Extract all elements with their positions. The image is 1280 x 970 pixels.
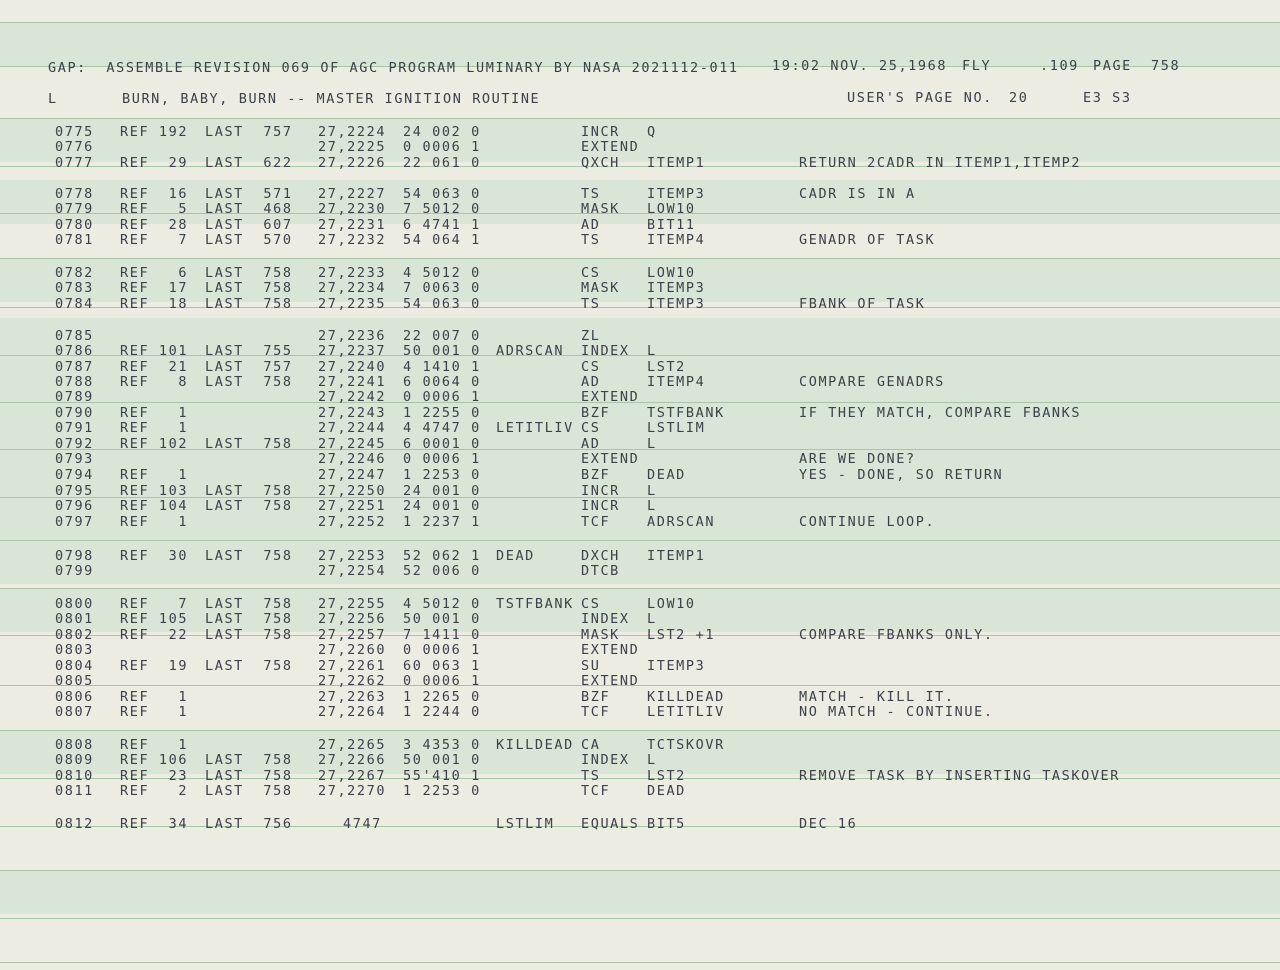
line-number: 0775 [55,124,94,140]
opcode: EXTEND [581,451,640,467]
ref-count: REF 1 [120,689,189,705]
ref-count: REF 34 [120,816,189,832]
address: 27,2235 [318,296,387,312]
last-ref: LAST 570 [205,232,293,248]
opcode: EQUALS [581,816,640,832]
address: 27,2227 [318,186,387,202]
last-ref: LAST 758 [205,611,293,627]
address: 27,2254 [318,563,387,579]
opcode: ZL [581,328,601,344]
comment: IF THEY MATCH, COMPARE FBANKS [799,405,1082,421]
octal-word: 3 4353 0 [403,737,481,753]
address: 27,2236 [318,328,387,344]
ref-count: REF 1 [120,405,189,421]
last-ref: LAST 758 [205,627,293,643]
operand: BIT11 [647,217,696,233]
assembly-header: GAP: ASSEMBLE REVISION 069 OF AGC PROGRAM LUMINARY BY NASA 2021112-011 [48,60,739,76]
ref-count: REF 192 [120,124,189,140]
ref-count: REF 1 [120,420,189,436]
octal-word: 7 5012 0 [403,201,481,217]
line-number: 0808 [55,737,94,753]
symbol-label: KILLDEAD [496,737,574,753]
address: 27,2263 [318,689,387,705]
address: 4747 [343,816,382,832]
ref-count: REF 28 [120,217,189,233]
octal-word: 54 064 1 [403,232,481,248]
opcode: DTCB [581,563,620,579]
line-number: 0778 [55,186,94,202]
opcode: INCR [581,483,620,499]
ref-count: REF 8 [120,374,189,390]
line-number: 0797 [55,514,94,530]
operand: LST2 +1 [647,627,716,643]
octal-word: 50 001 0 [403,752,481,768]
comment: ARE WE DONE? [799,451,916,467]
octal-word: 0 0006 1 [403,389,481,405]
opcode: EXTEND [581,642,640,658]
assembly-mode: FLY [962,58,992,74]
octal-word: 1 2265 0 [403,689,481,705]
address: 27,2240 [318,359,387,375]
ref-count: REF 6 [120,265,189,281]
line-number: 0787 [55,359,94,375]
octal-word: 1 2237 1 [403,514,481,530]
last-ref: LAST 758 [205,596,293,612]
ref-count: REF 103 [120,483,189,499]
line-number: 0780 [55,217,94,233]
address: 27,2231 [318,217,387,233]
operand: L [647,752,657,768]
octal-word: 0 0006 1 [403,139,481,155]
symbol-label: ADRSCAN [496,343,565,359]
opcode: CA [581,737,601,753]
paper-rule [0,588,1280,589]
operand: ITEMP4 [647,232,706,248]
opcode: EXTEND [581,673,640,689]
paper-rule [0,870,1280,871]
octal-word: 1 2244 0 [403,704,481,720]
line-number: 0782 [55,265,94,281]
line-number: 0789 [55,389,94,405]
opcode: MASK [581,280,620,296]
line-number: 0786 [55,343,94,359]
line-number: 0790 [55,405,94,421]
last-ref: LAST 758 [205,436,293,452]
comment: REMOVE TASK BY INSERTING TASKOVER [799,768,1121,784]
header-marker: L [48,91,58,107]
line-number: 0781 [55,232,94,248]
octal-word: 24 002 0 [403,124,481,140]
line-number: 0811 [55,783,94,799]
comment: COMPARE FBANKS ONLY. [799,627,994,643]
ref-count: REF 101 [120,343,189,359]
line-number: 0803 [55,642,94,658]
last-ref: LAST 758 [205,658,293,674]
operand: LSTLIM [647,420,706,436]
greenbar-band [0,118,1280,162]
address: 27,2257 [318,627,387,643]
octal-word: 54 063 0 [403,296,481,312]
ref-count: REF 17 [120,280,189,296]
ref-count: REF 19 [120,658,189,674]
line-number: 0806 [55,689,94,705]
line-number: 0785 [55,328,94,344]
page-label: PAGE [1093,58,1132,74]
symbol-label: DEAD [496,548,535,564]
last-ref: LAST 758 [205,374,293,390]
opcode: TS [581,232,601,248]
last-ref: LAST 758 [205,265,293,281]
operand: L [647,483,657,499]
line-number: 0801 [55,611,94,627]
line-number: 0788 [55,374,94,390]
address: 27,2247 [318,467,387,483]
octal-word: 22 061 0 [403,155,481,171]
operand: DEAD [647,783,686,799]
octal-word: 50 001 0 [403,343,481,359]
paper-rule [0,826,1280,827]
last-ref: LAST 757 [205,359,293,375]
address: 27,2267 [318,768,387,784]
line-number: 0794 [55,467,94,483]
octal-word: 60 063 1 [403,658,481,674]
opcode: INDEX [581,752,630,768]
line-number: 0809 [55,752,94,768]
symbol-label: TSTFBANK [496,596,574,612]
opcode: AD [581,217,601,233]
opcode: INDEX [581,611,630,627]
opcode: BZF [581,405,611,421]
opcode: AD [581,374,601,390]
comment: FBANK OF TASK [799,296,926,312]
operand: L [647,611,657,627]
line-number: 0776 [55,139,94,155]
octal-word: 1 2253 0 [403,467,481,483]
paper-rule [0,918,1280,919]
octal-word: 6 4741 1 [403,217,481,233]
opcode: CS [581,420,601,436]
paper-rule [0,213,1280,214]
opcode: TS [581,768,601,784]
opcode: TS [581,186,601,202]
opcode: TCF [581,514,611,530]
octal-word: 55'410 1 [403,768,481,784]
last-ref: LAST 758 [205,498,293,514]
line-number: 0795 [55,483,94,499]
operand: ITEMP4 [647,374,706,390]
operand: LOW10 [647,596,696,612]
operand: L [647,498,657,514]
opcode: EXTEND [581,139,640,155]
last-ref: LAST 756 [205,816,293,832]
ref-count: REF 22 [120,627,189,643]
opcode: CS [581,596,601,612]
comment: NO MATCH - CONTINUE. [799,704,994,720]
paper-rule [0,355,1280,356]
paper-rule [0,497,1280,498]
address: 27,2253 [318,548,387,564]
address: 27,2230 [318,201,387,217]
paper-rule [0,307,1280,308]
opcode: EXTEND [581,389,640,405]
symbol-label: LSTLIM [496,816,555,832]
opcode: MASK [581,201,620,217]
comment: CADR IS IN A [799,186,916,202]
address: 27,2260 [318,642,387,658]
paper-rule [0,635,1280,636]
assembly-time: 19:02 NOV. 25,1968 [772,58,948,74]
octal-word: 0 0006 1 [403,642,481,658]
paper-rule [0,166,1280,167]
line-number: 0805 [55,673,94,689]
line-number: 0810 [55,768,94,784]
octal-word: 22 007 0 [403,328,481,344]
ref-count: REF 104 [120,498,189,514]
opcode: TCF [581,704,611,720]
line-number: 0800 [55,596,94,612]
opcode: INDEX [581,343,630,359]
last-ref: LAST 758 [205,768,293,784]
opcode: MASK [581,627,620,643]
symbol-label: LETITLIV [496,420,574,436]
opcode: BZF [581,689,611,705]
paper-rule [0,22,1280,23]
address: 27,2270 [318,783,387,799]
greenbar-band [0,540,1280,584]
last-ref: LAST 758 [205,548,293,564]
greenbar-band [0,258,1280,302]
ref-count: REF 1 [120,737,189,753]
opcode: CS [581,359,601,375]
address: 27,2242 [318,389,387,405]
greenbar-band [0,180,1280,224]
paper-rule [0,962,1280,963]
comment: YES - DONE, SO RETURN [799,467,1004,483]
opcode: AD [581,436,601,452]
paper-rule [0,449,1280,450]
line-number: 0807 [55,704,94,720]
last-ref: LAST 758 [205,783,293,799]
opcode: INCR [581,498,620,514]
operand: ITEMP3 [647,296,706,312]
last-ref: LAST 758 [205,752,293,768]
address: 27,2245 [318,436,387,452]
operand: L [647,343,657,359]
line-number: 0798 [55,548,94,564]
last-ref: LAST 468 [205,201,293,217]
operand: LST2 [647,359,686,375]
octal-word: 4 4747 0 [403,420,481,436]
ref-count: REF 18 [120,296,189,312]
address: 27,2233 [318,265,387,281]
ref-count: REF 29 [120,155,189,171]
line-number: 0779 [55,201,94,217]
paper-rule [0,402,1280,403]
octal-word: 4 5012 0 [403,265,481,281]
line-number: 0804 [55,658,94,674]
paper-rule [0,118,1280,119]
address: 27,2232 [318,232,387,248]
octal-word: 52 006 0 [403,563,481,579]
operand: KILLDEAD [647,689,725,705]
ref-count: REF 23 [120,768,189,784]
ref-count: REF 2 [120,783,189,799]
address: 27,2250 [318,483,387,499]
octal-word: 24 001 0 [403,498,481,514]
address: 27,2251 [318,498,387,514]
greenbar-band [0,588,1280,632]
paper-rule [0,540,1280,541]
operand: LOW10 [647,201,696,217]
address: 27,2237 [318,343,387,359]
operand: L [647,436,657,452]
line-number: 0799 [55,563,94,579]
users-page-number: 20 [1009,90,1029,106]
address: 27,2246 [318,451,387,467]
operand: BIT5 [647,816,686,832]
ref-count: REF 1 [120,467,189,483]
opcode: INCR [581,124,620,140]
operand: ITEMP3 [647,280,706,296]
operand: LST2 [647,768,686,784]
address: 27,2234 [318,280,387,296]
last-ref: LAST 607 [205,217,293,233]
address: 27,2266 [318,752,387,768]
page-number: 758 [1151,58,1181,74]
operand: LETITLIV [647,704,725,720]
address: 27,2256 [318,611,387,627]
address: 27,2244 [318,420,387,436]
address: 27,2252 [318,514,387,530]
last-ref: LAST 758 [205,296,293,312]
last-ref: LAST 758 [205,483,293,499]
octal-word: 24 001 0 [403,483,481,499]
line-number: 0784 [55,296,94,312]
ref-count: REF 7 [120,232,189,248]
ref-count: REF 102 [120,436,189,452]
octal-word: 1 2255 0 [403,405,481,421]
opcode: TCF [581,783,611,799]
comment: CONTINUE LOOP. [799,514,936,530]
operand: ITEMP1 [647,548,706,564]
operand: TCTSKOVR [647,737,725,753]
address: 27,2241 [318,374,387,390]
line-number: 0791 [55,420,94,436]
opcode: QXCH [581,155,620,171]
address: 27,2265 [318,737,387,753]
address: 27,2224 [318,124,387,140]
octal-word: 4 5012 0 [403,596,481,612]
operand: ITEMP3 [647,186,706,202]
octal-word: 6 0001 0 [403,436,481,452]
ref-count: REF 1 [120,704,189,720]
header-codes: E3 S3 [1083,90,1132,106]
octal-word: 0 0006 1 [403,673,481,689]
octal-word: 0 0006 1 [403,451,481,467]
greenbar-band [0,870,1280,914]
operand: DEAD [647,467,686,483]
ref-count: REF 30 [120,548,189,564]
last-ref: LAST 571 [205,186,293,202]
octal-word: 50 001 0 [403,611,481,627]
line-number: 0812 [55,816,94,832]
octal-word: 1 2253 0 [403,783,481,799]
line-number: 0793 [55,451,94,467]
octal-word: 4 1410 1 [403,359,481,375]
comment: MATCH - KILL IT. [799,689,955,705]
ref-count: REF 21 [120,359,189,375]
paper-rule [0,258,1280,259]
address: 27,2243 [318,405,387,421]
opcode: TS [581,296,601,312]
octal-word: 52 062 1 [403,548,481,564]
operand: ITEMP1 [647,155,706,171]
octal-word: 54 063 0 [403,186,481,202]
operand: Q [647,124,657,140]
operand: ADRSCAN [647,514,716,530]
operand: TSTFBANK [647,405,725,421]
address: 27,2225 [318,139,387,155]
line-number: 0777 [55,155,94,171]
ref-count: REF 16 [120,186,189,202]
paper-rule [0,685,1280,686]
operand: LOW10 [647,265,696,281]
address: 27,2226 [318,155,387,171]
operand: ITEMP3 [647,658,706,674]
paper-rule [0,730,1280,731]
last-ref: LAST 758 [205,280,293,296]
assembly-number: .109 [1040,58,1079,74]
comment: COMPARE GENADRS [799,374,945,390]
routine-title: BURN, BABY, BURN -- MASTER IGNITION ROUTINE [122,91,541,107]
opcode: CS [581,265,601,281]
ref-count: REF 5 [120,201,189,217]
address: 27,2261 [318,658,387,674]
comment: DEC 16 [799,816,858,832]
last-ref: LAST 757 [205,124,293,140]
line-number: 0796 [55,498,94,514]
octal-word: 6 0064 0 [403,374,481,390]
line-number: 0792 [55,436,94,452]
last-ref: LAST 755 [205,343,293,359]
ref-count: REF 106 [120,752,189,768]
opcode: SU [581,658,601,674]
users-page-label: USER'S PAGE NO. [847,90,993,106]
last-ref: LAST 622 [205,155,293,171]
octal-word: 7 0063 0 [403,280,481,296]
ref-count: REF 1 [120,514,189,530]
greenbar-band [0,318,1280,540]
address: 27,2262 [318,673,387,689]
comment: RETURN 2CADR IN ITEMP1,ITEMP2 [799,155,1082,171]
address: 27,2255 [318,596,387,612]
opcode: DXCH [581,548,620,564]
octal-word: 7 1411 0 [403,627,481,643]
ref-count: REF 7 [120,596,189,612]
ref-count: REF 105 [120,611,189,627]
opcode: BZF [581,467,611,483]
comment: GENADR OF TASK [799,232,936,248]
line-number: 0783 [55,280,94,296]
address: 27,2264 [318,704,387,720]
line-number: 0802 [55,627,94,643]
